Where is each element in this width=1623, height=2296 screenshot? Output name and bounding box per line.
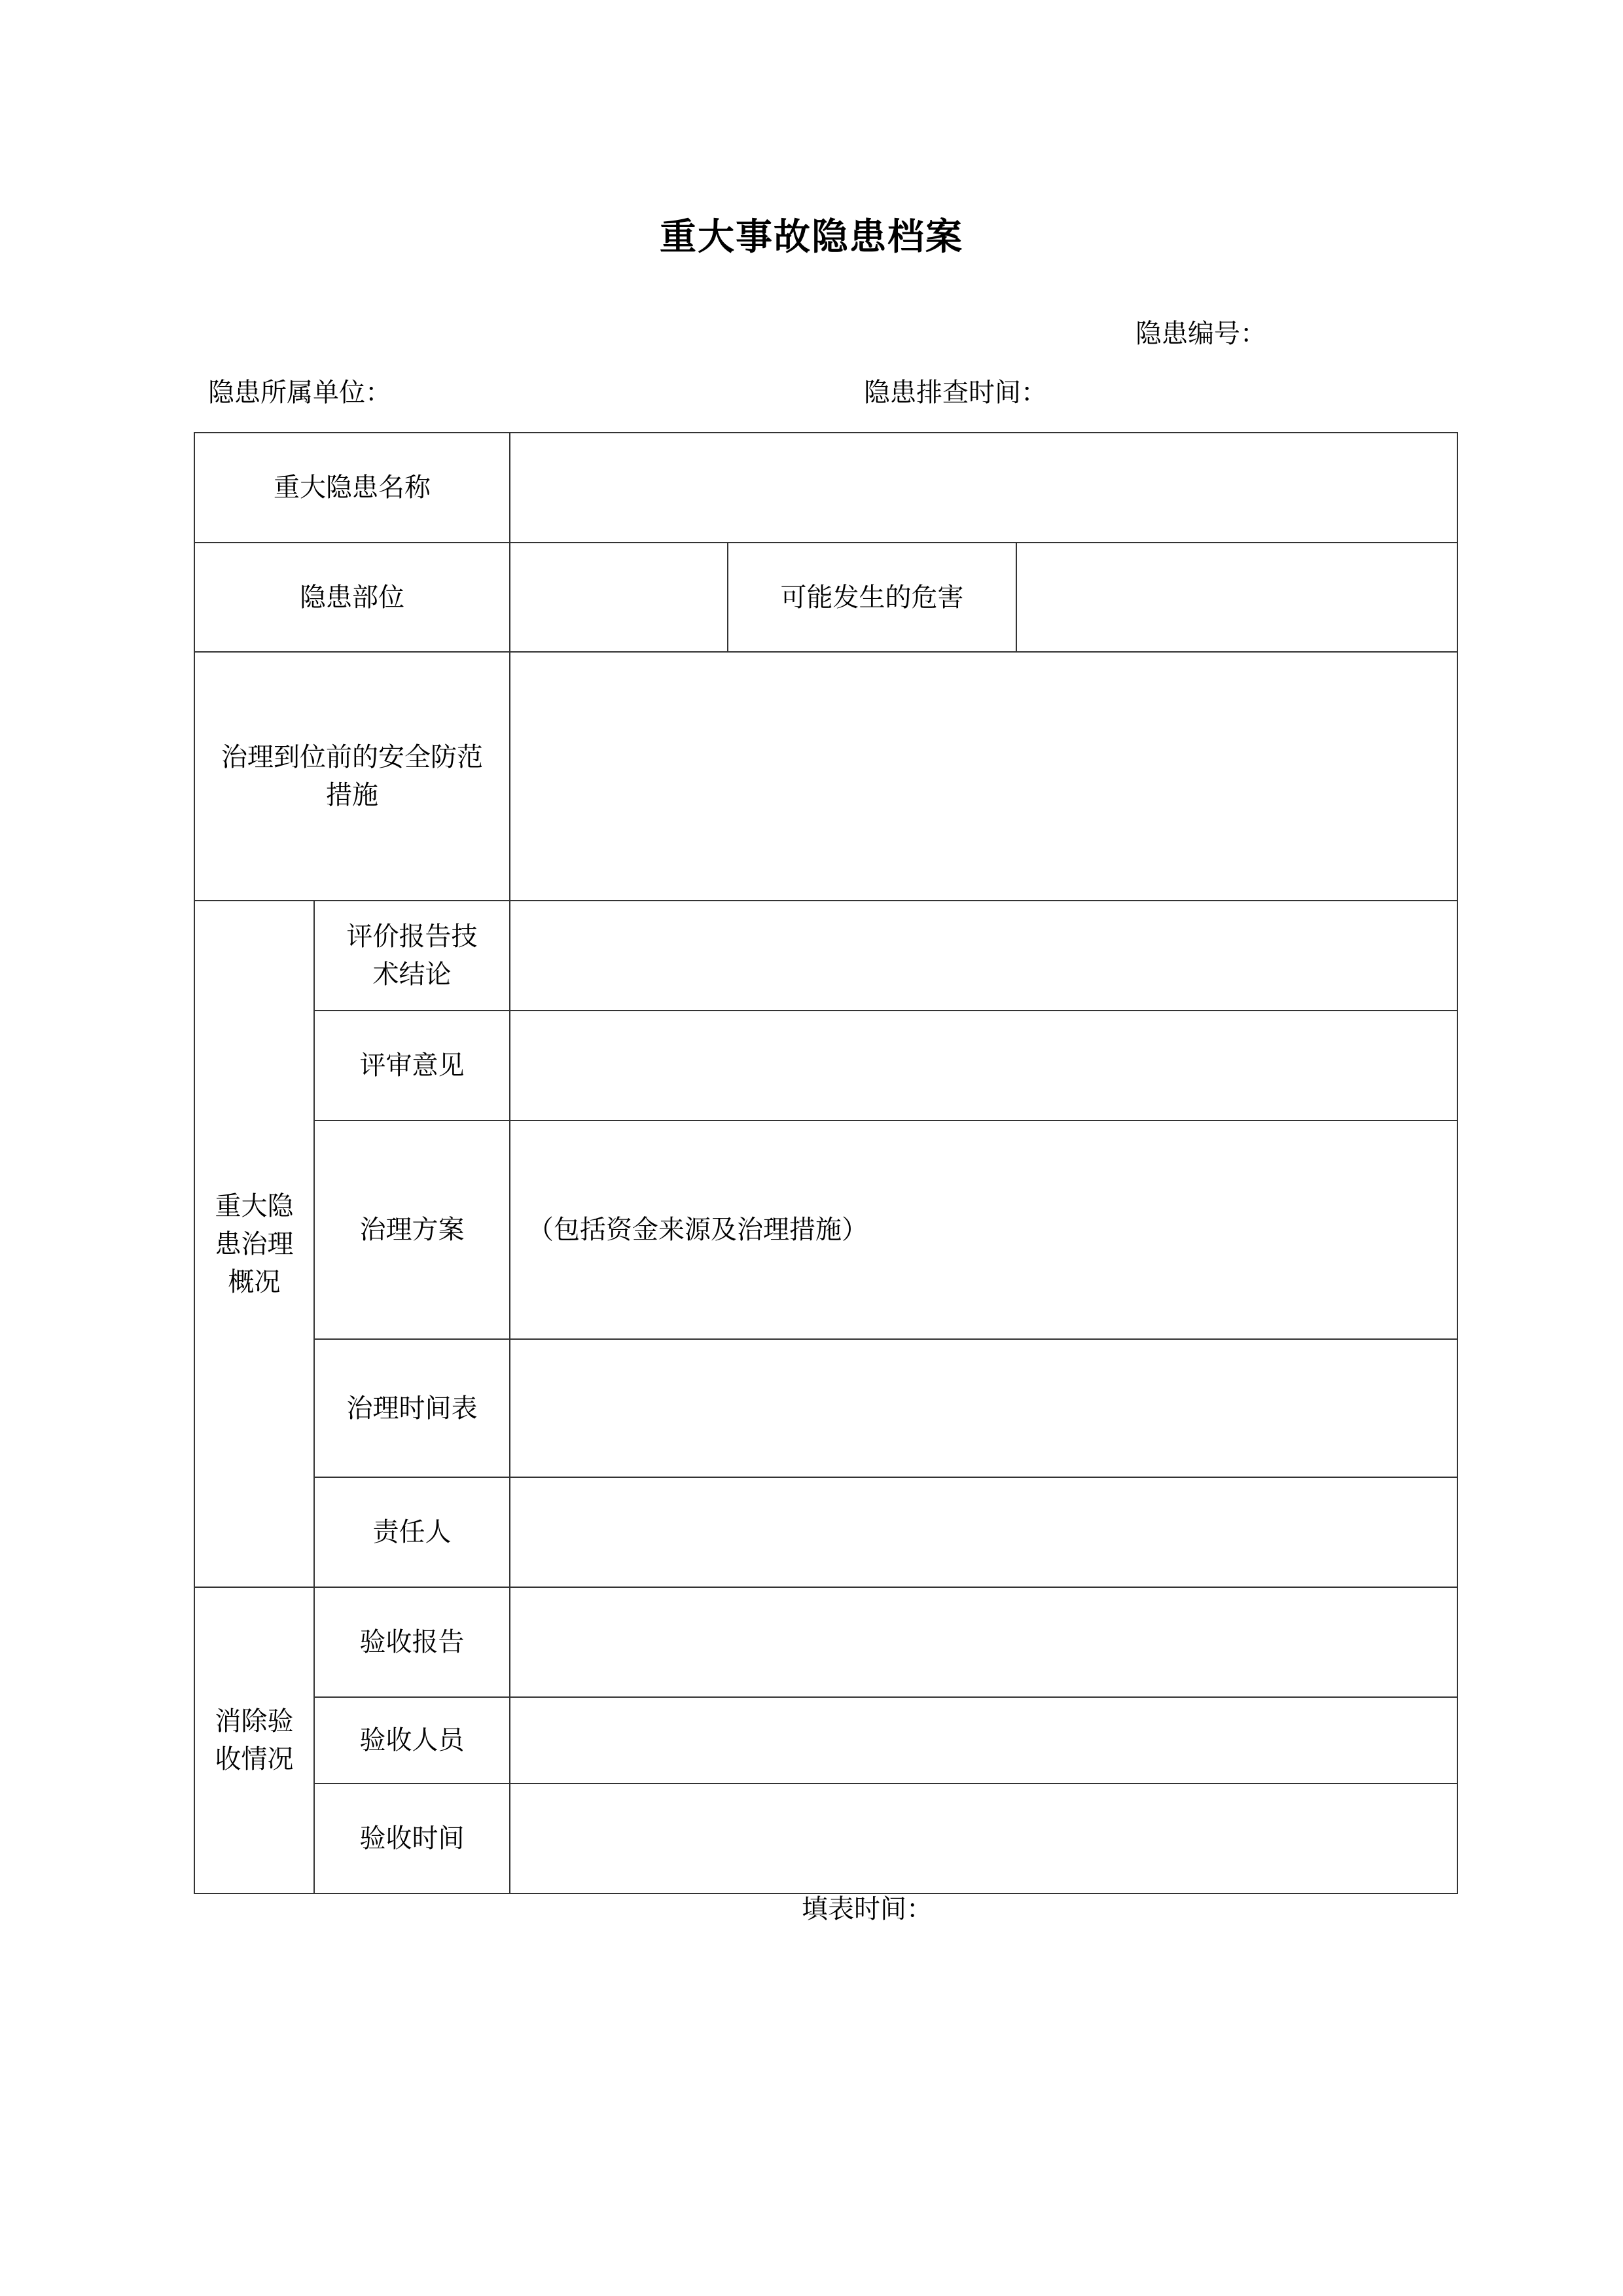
acceptance-report-label: 验收报告 [314,1587,510,1697]
acceptance-personnel-value[interactable] [510,1697,1457,1784]
responsible-label: 责任人 [314,1477,510,1587]
document-title: 重大事故隐患档案 [660,215,963,259]
hazard-location-label: 隐患部位 [194,543,510,652]
table-row [194,433,1457,543]
safety-measures-value[interactable] [510,652,1457,901]
table-row [194,1339,1457,1477]
plan-label: 治理方案 [314,1121,510,1339]
inspection-time-label: 隐患排查时间： [864,378,1047,408]
schedule-value[interactable] [510,1339,1457,1477]
fill-time-label: 填表时间： [802,1894,933,1924]
eval-report-label-cell [314,901,510,1011]
eval-report-value[interactable] [510,901,1457,1011]
responsible-value[interactable] [510,1477,1457,1587]
hazard-location-value[interactable] [510,543,728,652]
schedule-label: 治理时间表 [314,1339,510,1477]
table-row [194,543,1457,652]
safety-measures-label-cell [194,652,510,901]
eval-report-label: 评价报告技术结论 [346,922,478,990]
acceptance-time-label: 验收时间 [314,1784,510,1893]
review-opinion-label: 评审意见 [314,1011,510,1121]
hazard-archive-table [194,432,1458,1894]
acceptance-group-cell [194,1587,314,1893]
table-row [194,1121,1457,1339]
table-row [194,652,1457,901]
governance-group-label: 重大隐患治理概况 [215,1191,294,1297]
acceptance-report-value[interactable] [510,1587,1457,1697]
possible-harm-value[interactable] [1016,543,1457,652]
table-row [194,1477,1457,1587]
acceptance-time-value[interactable] [510,1784,1457,1893]
owner-unit-label: 隐患所属单位： [208,378,391,408]
hazard-number-label: 隐患编号： [1135,319,1266,349]
governance-group-cell [194,901,314,1587]
acceptance-personnel-label: 验收人员 [314,1697,510,1784]
acceptance-group-label: 消除验收情况 [215,1706,294,1774]
table-row [194,1784,1457,1893]
table-row [194,1587,1457,1697]
plan-note[interactable]: （包括资金来源及治理措施） [510,1121,1457,1339]
hazard-name-value[interactable] [510,433,1457,543]
table-row [194,1011,1457,1121]
table-row [194,1697,1457,1784]
table-row [194,901,1457,1011]
safety-measures-label: 治理到位前的安全防范措施 [221,742,483,810]
possible-harm-label: 可能发生的危害 [728,543,1016,652]
review-opinion-value[interactable] [510,1011,1457,1121]
hazard-name-label: 重大隐患名称 [194,433,510,543]
